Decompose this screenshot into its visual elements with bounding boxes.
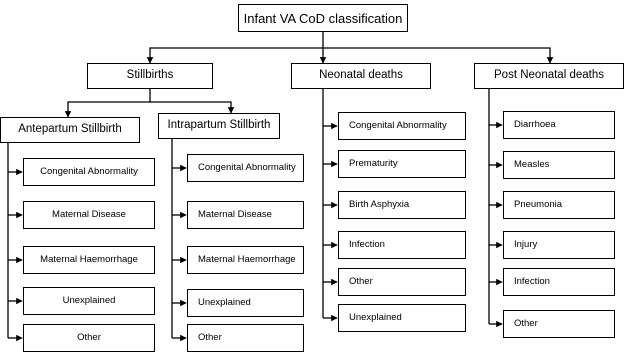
stillbirths-connector [68,89,150,117]
neonatal-cause-box: Prematurity [338,150,466,178]
stillbirths-connector [150,102,231,113]
stillbirths-node: Stillbirths [87,63,213,89]
antepartum-cause-box: Unexplained [23,287,155,315]
intrapartum-cause-box: Congenital Abnormality [187,154,304,182]
neonatal-cause-box: Other [338,268,466,296]
root-connector [150,32,323,63]
post-neonatal-cause-box: Injury [503,231,615,259]
neonatal-cause-box: Birth Asphyxia [338,191,466,219]
antepartum-cause-box: Other [23,324,155,352]
post-neonatal-cause-box: Pneumonia [503,191,615,219]
antepartum-cause-box: Maternal Disease [23,201,155,229]
antepartum-stillbirth-node: Antepartum Stillbirth [0,117,140,143]
post-neonatal-cause-box: Diarrhoea [503,111,615,139]
post-neonatal-cause-box: Other [503,310,615,338]
root-node: Infant VA CoD classification [238,4,408,32]
intrapartum-stillbirth-node: Intrapartum Stillbirth [158,113,280,139]
post-neonatal-cause-box: Infection [503,268,615,296]
intrapartum-cause-box: Other [187,324,304,352]
intrapartum-cause-box: Maternal Haemorrhage [187,246,304,274]
intrapartum-cause-box: Unexplained [187,289,304,317]
antepartum-cause-box: Congenital Abnormality [23,158,155,186]
post-neonatal-cause-box: Measles [503,151,615,179]
antepartum-cause-box: Maternal Haemorrhage [23,246,155,274]
neonatal-deaths-node: Neonatal deaths [291,63,431,89]
neonatal-cause-box: Congenital Abnormality [338,112,466,140]
root-connector [323,48,550,63]
post-neonatal-deaths-node: Post Neonatal deaths [474,63,624,89]
neonatal-cause-box: Infection [338,231,466,259]
neonatal-cause-box: Unexplained [338,304,466,332]
intrapartum-cause-box: Maternal Disease [187,201,304,229]
